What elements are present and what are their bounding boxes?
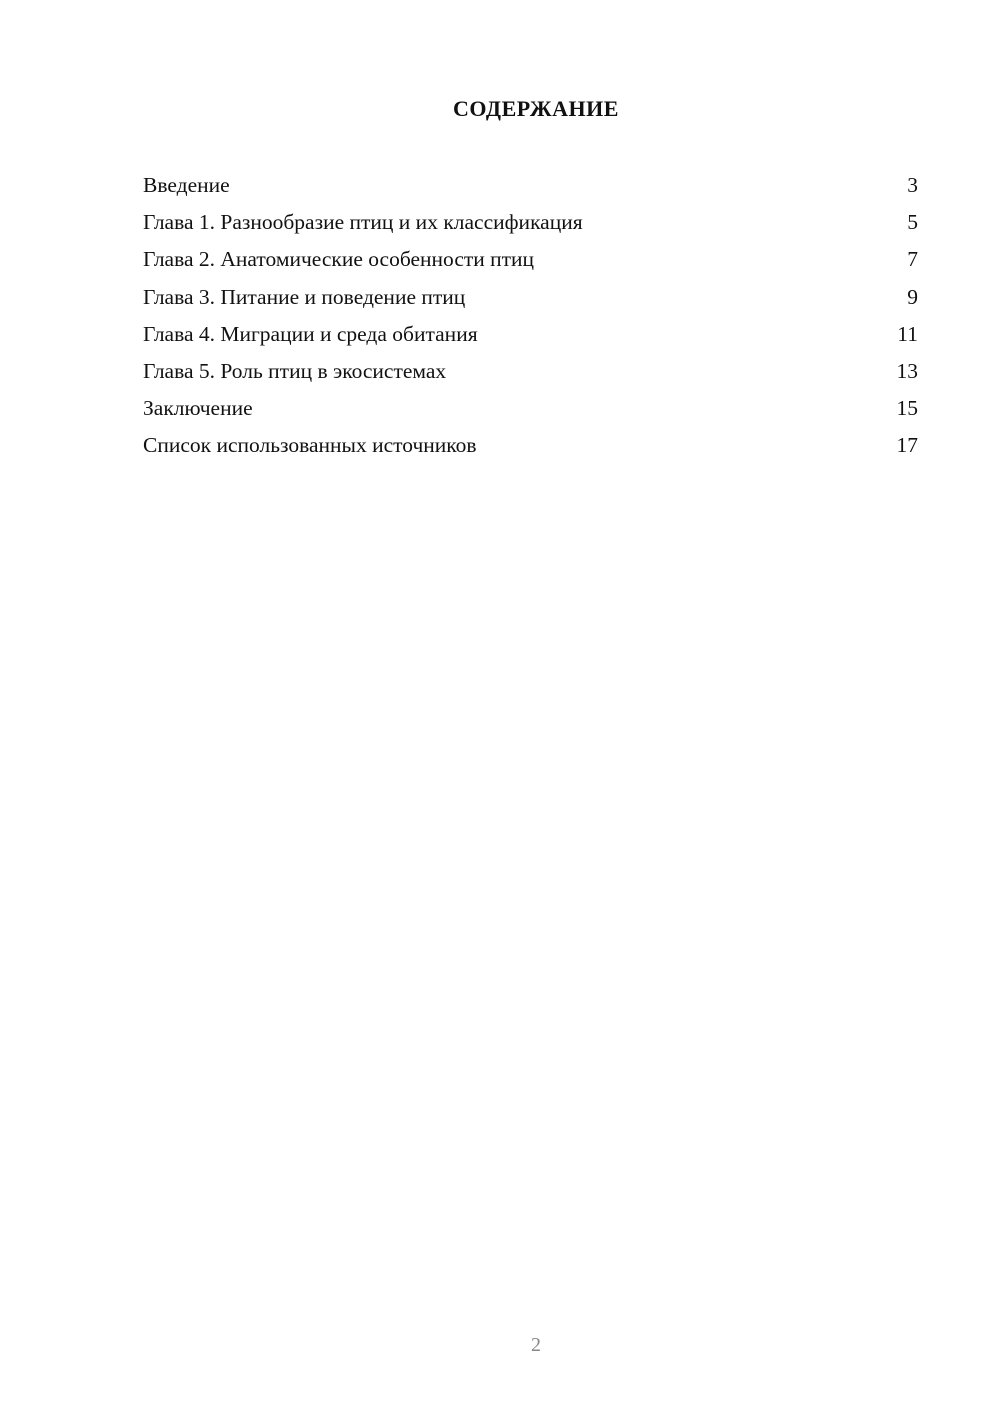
toc-entry-chapter-4 — [143, 318, 918, 355]
toc-entry-conclusion — [143, 392, 918, 429]
toc-entry-label: Глава 3. Питание и поведение птиц — [143, 284, 466, 309]
toc-entry-chapter-3 — [143, 281, 918, 318]
toc-entry-page: 13 — [896, 358, 918, 383]
toc-entry-label: Введение — [143, 173, 230, 197]
toc-entry-label: Глава 4. Миграции и среда обитания — [143, 321, 478, 346]
toc-entry-label: Глава 5. Роль птиц в экосистемах — [143, 358, 447, 383]
toc-entry-page: 5 — [907, 210, 918, 235]
toc-entry-page: 17 — [896, 433, 918, 458]
table-of-contents — [143, 169, 918, 467]
toc-entry-label: Глава 2. Анатомические особенности птиц — [143, 247, 535, 272]
toc-entry-label: Заключение — [143, 396, 253, 421]
toc-entry-chapter-1 — [143, 206, 918, 243]
toc-entry-references — [143, 429, 918, 466]
toc-entry-page: 7 — [907, 247, 918, 272]
toc-entry-chapter-5 — [143, 355, 918, 392]
toc-entry-page: 11 — [897, 321, 918, 346]
page-number: 2 — [531, 1334, 541, 1356]
toc-entry-introduction — [143, 169, 918, 206]
toc-entry-chapter-2 — [143, 243, 918, 280]
toc-entry-label: Список использованных источников — [143, 433, 477, 458]
toc-entry-label: Глава 1. Разнообразие птиц и их классификация — [143, 210, 583, 235]
toc-entry-page: 3 — [907, 173, 918, 197]
toc-title: СОДЕРЖАНИЕ — [453, 96, 619, 121]
toc-entry-page: 9 — [907, 284, 918, 309]
toc-entry-page: 15 — [896, 396, 918, 421]
